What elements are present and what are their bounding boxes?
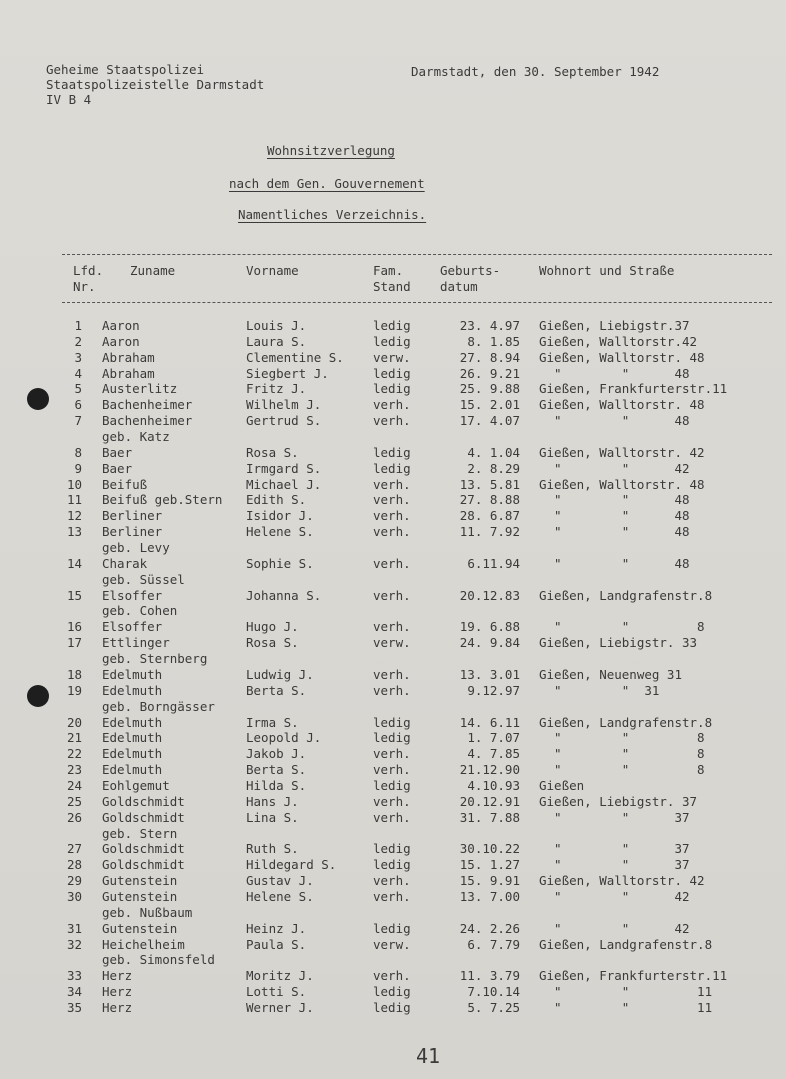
cell-geb: 6.11.94 (467, 555, 520, 571)
cell-stand: verh. (373, 873, 411, 889)
table-row (0, 366, 786, 382)
table-row (0, 730, 786, 746)
cell-vorname: Johanna S. (246, 587, 322, 603)
table-row (0, 826, 786, 842)
cell-geb: 8. 1.85 (467, 333, 520, 349)
table-row (0, 762, 786, 778)
cell-wohnort: Gießen (539, 777, 585, 793)
cell-zuname: Charak (102, 555, 148, 571)
cell-wohnort: Gießen, Walltorstr. 48 (539, 397, 705, 413)
cell-wohnort: " " 48 (539, 413, 690, 429)
cell-nr: 10 (66, 476, 82, 492)
cell-wohnort: Gießen, Walltorstr.42 (539, 333, 698, 349)
cell-nr: 12 (66, 508, 82, 524)
cell-nr: 20 (66, 714, 82, 730)
cell-geb: 2. 8.29 (467, 460, 520, 476)
cell-wohnort: " " 37 (539, 857, 690, 873)
cell-nr: 22 (66, 746, 82, 762)
cell-vorname: Jakob J. (246, 746, 307, 762)
cell-geb: 21.12.90 (459, 762, 520, 778)
cell-zuname: Gutenstein (102, 873, 178, 889)
cell-vorname: Edith S. (246, 492, 307, 508)
cell-nr: 23 (66, 762, 82, 778)
cell-nr: 17 (66, 635, 82, 651)
cell-nr: 21 (66, 730, 82, 746)
cell-zuname: Beifuß (102, 476, 148, 492)
cell-geb: 9.12.97 (467, 682, 520, 698)
cell-vorname: Moritz J. (246, 968, 314, 984)
cell-wohnort: Gießen, Liebigstr. 33 (539, 635, 698, 651)
table-row (0, 968, 786, 984)
cell-wohnort: " " 42 (539, 920, 690, 936)
cell-geb: 20.12.83 (459, 587, 520, 603)
cell-nr: 2 (74, 333, 82, 349)
cell-stand: ledig (373, 333, 411, 349)
cell-zuname: Aaron (102, 318, 140, 333)
table-row (0, 445, 786, 461)
cell-stand: ledig (373, 318, 411, 333)
title-line-3: Namentliches Verzeichnis. (238, 207, 427, 222)
cell-zuname: geb. Sternberg (102, 651, 208, 667)
cell-zuname: Goldschmidt (102, 857, 185, 873)
cell-zuname: Herz (102, 968, 133, 984)
cell-wohnort: " " 48 (539, 365, 690, 381)
cell-wohnort: Gießen, Liebigstr.37 (539, 318, 690, 333)
cell-zuname: Heichelheim (102, 936, 185, 952)
table-row (0, 746, 786, 762)
cell-vorname: Hugo J. (246, 619, 299, 635)
cell-zuname: Abraham (102, 349, 155, 365)
cell-nr: 27 (66, 841, 82, 857)
cell-stand: verh. (373, 809, 411, 825)
cell-stand: verh. (373, 587, 411, 603)
cell-wohnort: " " 8 (539, 619, 705, 635)
cell-geb: 1. 7.07 (467, 730, 520, 746)
table-row (0, 429, 786, 445)
col-head-famstand (373, 263, 411, 295)
table-row (0, 794, 786, 810)
cell-wohnort: " " 8 (539, 762, 705, 778)
cell-vorname: Louis J. (246, 318, 307, 333)
cell-geb: 23. 4.97 (459, 318, 520, 333)
cell-zuname: Edelmuth (102, 714, 163, 730)
cell-wohnort: Gießen, Walltorstr. 48 (539, 349, 705, 365)
cell-zuname: Eohlgemut (102, 777, 170, 793)
cell-zuname: geb. Cohen (102, 603, 178, 619)
cell-wohnort: Gießen, Neuenweg 31 (539, 666, 682, 682)
cell-wohnort: Gießen, Landgrafenstr.8 (539, 936, 713, 952)
cell-geb: 24. 2.26 (459, 920, 520, 936)
col-head-vorname: Vorname (246, 263, 299, 278)
table-rule-top (62, 254, 772, 255)
cell-geb: 24. 9.84 (459, 635, 520, 651)
cell-nr: 25 (66, 793, 82, 809)
cell-zuname: Edelmuth (102, 682, 163, 698)
cell-stand: ledig (373, 984, 411, 1000)
cell-zuname: Edelmuth (102, 666, 163, 682)
cell-zuname: Elsoffer (102, 619, 163, 635)
cell-nr: 29 (66, 873, 82, 889)
cell-zuname: Baer (102, 444, 133, 460)
table-row (0, 984, 786, 1000)
cell-zuname: Goldschmidt (102, 841, 185, 857)
cell-zuname: Edelmuth (102, 730, 163, 746)
table-row (0, 524, 786, 540)
cell-wohnort: " " 48 (539, 492, 690, 508)
title-line-1: Wohnsitzverlegung (267, 143, 395, 158)
cell-vorname: Michael J. (246, 476, 322, 492)
cell-geb: 4.10.93 (467, 777, 520, 793)
cell-nr: 34 (66, 984, 82, 1000)
cell-nr: 35 (66, 999, 82, 1015)
cell-vorname: Leopold J. (246, 730, 322, 746)
cell-stand: verh. (373, 397, 411, 413)
cell-nr: 6 (74, 397, 82, 413)
cell-stand: verh. (373, 968, 411, 984)
cell-wohnort: Gießen, Walltorstr. 48 (539, 476, 705, 492)
cell-zuname: geb. Levy (102, 540, 170, 556)
cell-stand: verh. (373, 746, 411, 762)
cell-zuname: Abraham (102, 365, 155, 381)
cell-geb: 5. 7.25 (467, 999, 520, 1015)
col-head-famstand-line-1: Fam. (373, 263, 404, 278)
cell-wohnort: " " 48 (539, 508, 690, 524)
cell-geb: 15. 9.91 (459, 873, 520, 889)
cell-zuname: Baer (102, 460, 133, 476)
cell-nr: 1 (74, 318, 82, 333)
cell-stand: verh. (373, 492, 411, 508)
cell-geb: 28. 6.87 (459, 508, 520, 524)
cell-nr: 13 (66, 524, 82, 540)
cell-geb: 17. 4.07 (459, 413, 520, 429)
cell-nr: 7 (74, 413, 82, 429)
cell-wohnort: " " 11 (539, 984, 713, 1000)
table-row (0, 683, 786, 699)
col-head-geb-line-1: Geburts- (440, 263, 501, 278)
place-date: Darmstadt, den 30. September 1942 (411, 64, 660, 79)
cell-zuname: Herz (102, 999, 133, 1015)
table-row (0, 905, 786, 921)
title-line-2: nach dem Gen. Gouvernement (229, 176, 425, 191)
cell-geb: 30.10.22 (459, 841, 520, 857)
cell-stand: verh. (373, 666, 411, 682)
table-row (0, 556, 786, 572)
cell-geb: 11. 3.79 (459, 968, 520, 984)
cell-zuname: Elsoffer (102, 587, 163, 603)
cell-stand: ledig (373, 730, 411, 746)
table-row (0, 841, 786, 857)
cell-geb: 27. 8.94 (459, 349, 520, 365)
cell-vorname: Gustav J. (246, 873, 314, 889)
cell-stand: ledig (373, 920, 411, 936)
cell-geb: 13. 3.01 (459, 666, 520, 682)
cell-zuname: Goldschmidt (102, 793, 185, 809)
cell-geb: 31. 7.88 (459, 809, 520, 825)
cell-wohnort: Gießen, Walltorstr. 42 (539, 873, 705, 889)
cell-wohnort: " " 31 (539, 682, 660, 698)
table-row (0, 651, 786, 667)
cell-stand: verh. (373, 682, 411, 698)
cell-vorname: Irmgard S. (246, 460, 322, 476)
cell-vorname: Lina S. (246, 809, 299, 825)
cell-nr: 26 (66, 809, 82, 825)
cell-geb: 13. 7.00 (459, 888, 520, 904)
cell-zuname: Berliner (102, 524, 163, 540)
cell-vorname: Rosa S. (246, 444, 299, 460)
cell-wohnort: Gießen, Landgrafenstr.8 (539, 714, 713, 730)
cell-nr: 11 (66, 492, 82, 508)
cell-vorname: Berta S. (246, 762, 307, 778)
cell-vorname: Gertrud S. (246, 413, 322, 429)
cell-wohnort: " " 42 (539, 888, 690, 904)
cell-stand: ledig (373, 460, 411, 476)
page-number: 41 (416, 1044, 441, 1068)
sender-line-2: Staatspolizeistelle Darmstadt (46, 77, 265, 92)
cell-zuname: geb. Simonsfeld (102, 952, 215, 968)
cell-zuname: Ettlinger (102, 635, 170, 651)
table-row (0, 699, 786, 715)
col-head-geb-line-2: datum (440, 279, 478, 294)
table-row (0, 873, 786, 889)
cell-vorname: Clementine S. (246, 349, 344, 365)
table-row (0, 413, 786, 429)
cell-vorname: Ludwig J. (246, 666, 314, 682)
cell-vorname: Ruth S. (246, 841, 299, 857)
cell-zuname: geb. Borngässer (102, 698, 215, 714)
cell-geb: 4. 1.04 (467, 444, 520, 460)
cell-zuname: geb. Stern (102, 825, 178, 841)
cell-nr: 15 (66, 587, 82, 603)
cell-nr: 3 (74, 349, 82, 365)
cell-vorname: Siegbert J. (246, 365, 329, 381)
cell-zuname: Aaron (102, 333, 140, 349)
col-head-wohnort: Wohnort und Straße (539, 263, 675, 278)
table-row (0, 635, 786, 651)
cell-wohnort: " " 37 (539, 809, 690, 825)
table-row (0, 603, 786, 619)
cell-vorname: Isidor J. (246, 508, 314, 524)
cell-geb: 15. 2.01 (459, 397, 520, 413)
table-row (0, 397, 786, 413)
cell-stand: verh. (373, 476, 411, 492)
cell-wohnort: " " 8 (539, 730, 705, 746)
table-row (0, 492, 786, 508)
cell-vorname: Laura S. (246, 333, 307, 349)
cell-geb: 7.10.14 (467, 984, 520, 1000)
cell-nr: 4 (74, 365, 82, 381)
table-row (0, 1000, 786, 1016)
cell-vorname: Fritz J. (246, 381, 307, 397)
cell-nr: 19 (66, 682, 82, 698)
cell-stand: ledig (373, 841, 411, 857)
cell-nr: 9 (74, 460, 82, 476)
cell-stand: verh. (373, 413, 411, 429)
cell-zuname: Austerlitz (102, 381, 178, 397)
cell-stand: ledig (373, 999, 411, 1015)
cell-vorname: Lotti S. (246, 984, 307, 1000)
table-row (0, 667, 786, 683)
cell-geb: 13. 5.81 (459, 476, 520, 492)
table-row (0, 477, 786, 493)
cell-zuname: Bachenheimer (102, 413, 193, 429)
cell-vorname: Wilhelm J. (246, 397, 322, 413)
cell-vorname: Hilda S. (246, 777, 307, 793)
cell-zuname: Gutenstein (102, 888, 178, 904)
cell-zuname: Goldschmidt (102, 809, 185, 825)
cell-zuname: geb. Süssel (102, 571, 185, 587)
table-row (0, 334, 786, 350)
cell-vorname: Werner J. (246, 999, 314, 1015)
table-row (0, 937, 786, 953)
table-row (0, 921, 786, 937)
cell-vorname: Paula S. (246, 936, 307, 952)
cell-wohnort: " " 48 (539, 524, 690, 540)
cell-geb: 19. 6.88 (459, 619, 520, 635)
cell-vorname: Helene S. (246, 888, 314, 904)
sender-line-1: Geheime Staatspolizei (46, 62, 205, 77)
table-row (0, 715, 786, 731)
cell-vorname: Helene S. (246, 524, 314, 540)
cell-nr: 24 (66, 777, 82, 793)
cell-vorname: Irma S. (246, 714, 299, 730)
cell-zuname: Herz (102, 984, 133, 1000)
cell-stand: verh. (373, 762, 411, 778)
cell-stand: verh. (373, 508, 411, 524)
cell-vorname: Sophie S. (246, 555, 314, 571)
cell-stand: verh. (373, 888, 411, 904)
cell-nr: 33 (66, 968, 82, 984)
cell-zuname: Gutenstein (102, 920, 178, 936)
cell-vorname: Berta S. (246, 682, 307, 698)
cell-wohnort: Gießen, Liebigstr. 37 (539, 793, 698, 809)
col-head-famstand-line-2: Stand (373, 279, 411, 294)
table-row (0, 952, 786, 968)
col-head-nr (73, 263, 103, 295)
cell-geb: 26. 9.21 (459, 365, 520, 381)
cell-wohnort: " " 42 (539, 460, 690, 476)
cell-stand: ledig (373, 444, 411, 460)
cell-wohnort: Gießen, Frankfurterstr.11 (539, 968, 728, 984)
table-row (0, 381, 786, 397)
cell-zuname: geb. Nußbaum (102, 904, 193, 920)
cell-zuname: Edelmuth (102, 762, 163, 778)
cell-nr: 32 (66, 936, 82, 952)
table-row (0, 350, 786, 366)
sender-block (46, 62, 264, 107)
cell-stand: verw. (373, 936, 411, 952)
cell-nr: 18 (66, 666, 82, 682)
cell-stand: verh. (373, 619, 411, 635)
cell-nr: 28 (66, 857, 82, 873)
col-head-zuname: Zuname (130, 263, 176, 278)
cell-wohnort: " " 37 (539, 841, 690, 857)
cell-geb: 4. 7.85 (467, 746, 520, 762)
table-row (0, 318, 786, 334)
col-head-nr-line-2: Nr. (73, 279, 96, 294)
cell-nr: 8 (74, 444, 82, 460)
cell-nr: 5 (74, 381, 82, 397)
cell-stand: verh. (373, 555, 411, 571)
cell-geb: 27. 8.88 (459, 492, 520, 508)
cell-stand: verw. (373, 635, 411, 651)
cell-wohnort: Gießen, Walltorstr. 42 (539, 444, 705, 460)
table-row (0, 572, 786, 588)
cell-zuname: Bachenheimer (102, 397, 193, 413)
cell-wohnort: Gießen, Landgrafenstr.8 (539, 587, 713, 603)
table-row (0, 508, 786, 524)
table-rule-header (62, 302, 772, 303)
cell-stand: verh. (373, 524, 411, 540)
col-head-geburtsdatum (440, 263, 500, 295)
table-row (0, 461, 786, 477)
col-head-nr-line-1: Lfd. (73, 263, 104, 278)
cell-wohnort: " " 11 (539, 999, 713, 1015)
cell-vorname: Hildegard S. (246, 857, 337, 873)
table-row (0, 619, 786, 635)
table-row (0, 810, 786, 826)
cell-geb: 25. 9.88 (459, 381, 520, 397)
cell-stand: ledig (373, 857, 411, 873)
cell-stand: ledig (373, 365, 411, 381)
table-row (0, 857, 786, 873)
cell-stand: ledig (373, 714, 411, 730)
cell-zuname: geb. Katz (102, 429, 170, 445)
table-row (0, 540, 786, 556)
cell-zuname: Berliner (102, 508, 163, 524)
cell-nr: 31 (66, 920, 82, 936)
table-row (0, 588, 786, 604)
cell-nr: 30 (66, 888, 82, 904)
cell-geb: 6. 7.79 (467, 936, 520, 952)
sender-line-3: IV B 4 (46, 92, 92, 107)
cell-stand: verh. (373, 793, 411, 809)
cell-geb: 15. 1.27 (459, 857, 520, 873)
cell-vorname: Hans J. (246, 793, 299, 809)
cell-geb: 14. 6.11 (459, 714, 520, 730)
cell-wohnort: Gießen, Frankfurterstr.11 (539, 381, 728, 397)
cell-geb: 11. 7.92 (459, 524, 520, 540)
cell-wohnort: " " 48 (539, 555, 690, 571)
table-row (0, 889, 786, 905)
cell-stand: ledig (373, 381, 411, 397)
cell-vorname: Rosa S. (246, 635, 299, 651)
cell-zuname: Edelmuth (102, 746, 163, 762)
cell-vorname: Heinz J. (246, 920, 307, 936)
cell-nr: 14 (66, 555, 82, 571)
cell-stand: ledig (373, 777, 411, 793)
table-row (0, 778, 786, 794)
cell-stand: verw. (373, 349, 411, 365)
cell-nr: 16 (66, 619, 82, 635)
cell-zuname: Beifuß geb.Stern (102, 492, 223, 508)
cell-wohnort: " " 8 (539, 746, 705, 762)
cell-geb: 20.12.91 (459, 793, 520, 809)
